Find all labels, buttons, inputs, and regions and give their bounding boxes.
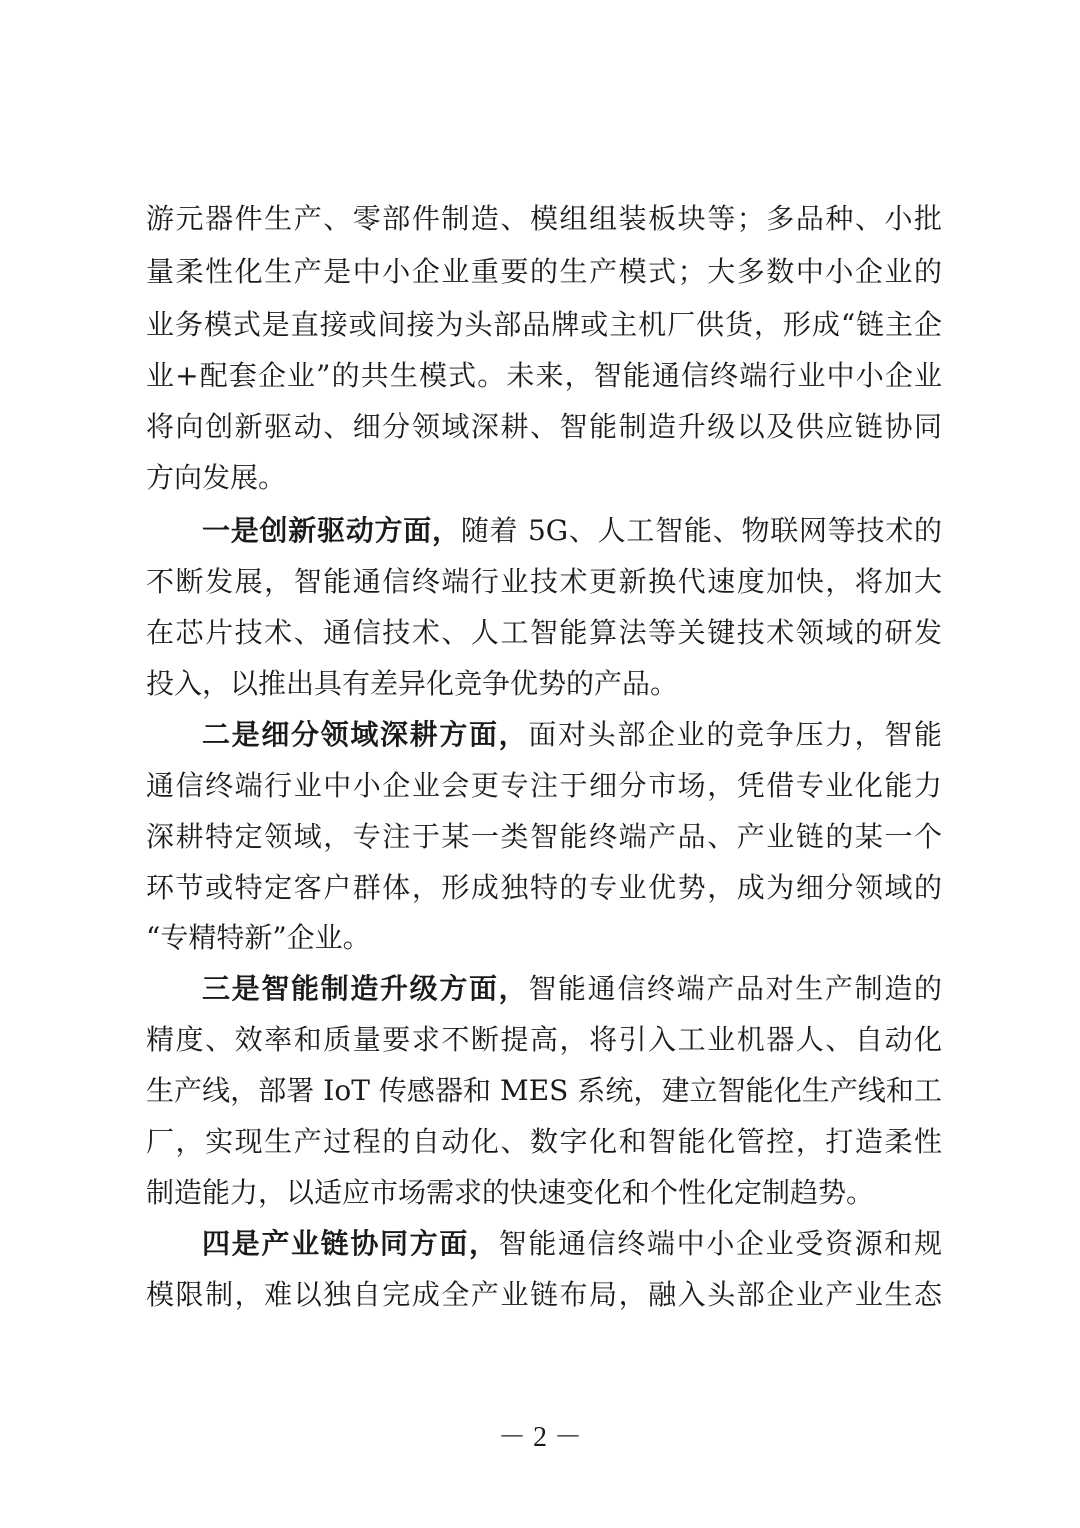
paragraph-1-line-1: 游元器件生产、零部件制造、模组组装板块等；多品种、小批 <box>146 202 942 235</box>
paragraph-4-line-2: 精度、效率和质量要求不断提高，将引入工业机器人、自动化 <box>146 1023 942 1056</box>
paragraph-1-line-6: 方向发展。 <box>146 461 287 494</box>
paragraph-3-line-3: 深耕特定领域，专注于某一类智能终端产品、产业链的某一个 <box>146 820 942 853</box>
paragraph-2-line-3: 在芯片技术、通信技术、人工智能算法等关键技术领域的研发 <box>146 616 942 649</box>
paragraph-2-line-4: 投入，以推出具有差异化竞争优势的产品。 <box>146 667 679 700</box>
paragraph-3-line-1 <box>202 715 942 755</box>
paragraph-5-heading: 四是产业链协同方面， <box>202 1227 499 1260</box>
paragraph-2-line-1-text: 随着 5G、人工智能、物联网等技术的 <box>460 514 942 547</box>
paragraph-3-line-5: “专精特新”企业。 <box>146 921 371 954</box>
paragraph-2-heading: 一是创新驱动方面， <box>202 514 461 547</box>
paragraph-3-line-2: 通信终端行业中小企业会更专注于细分市场，凭借专业化能力 <box>146 769 942 802</box>
paragraph-4-line-5: 制造能力，以适应市场需求的快速变化和个性化定制趋势。 <box>146 1176 875 1209</box>
paragraph-4-line-1 <box>202 969 942 1009</box>
page-number: － 2 － <box>497 1422 582 1453</box>
paragraph-5-line-1-text: 智能通信终端中小企业受资源和规 <box>498 1227 942 1260</box>
paragraph-2-line-1 <box>202 511 942 551</box>
paragraph-5-line-1 <box>202 1224 942 1264</box>
paragraph-2-line-2: 不断发展，智能通信终端行业技术更新换代速度加快，将加大 <box>146 565 942 598</box>
paragraph-3-line-1-text: 面对头部企业的竞争压力，智能 <box>528 718 942 751</box>
paragraph-3-heading: 二是细分领域深耕方面， <box>202 718 529 751</box>
paragraph-1-line-2: 量柔性化生产是中小企业重要的生产模式；大多数中小企业的 <box>146 255 942 288</box>
paragraph-5-line-2: 模限制，难以独自完成全产业链布局，融入头部企业产业生态 <box>146 1278 942 1311</box>
paragraph-1-line-4: 业+配套企业”的共生模式。未来，智能通信终端行业中小企业 <box>146 359 942 392</box>
paragraph-4-line-1-text: 智能通信终端产品对生产制造的 <box>528 972 942 1005</box>
paragraph-4-line-3: 生产线，部署 IoT 传感器和 MES 系统，建立智能化生产线和工 <box>146 1074 942 1107</box>
paragraph-4-line-4: 厂，实现生产过程的自动化、数字化和智能化管控，打造柔性 <box>146 1125 942 1158</box>
paragraph-1-line-5: 将向创新驱动、细分领域深耕、智能制造升级以及供应链协同 <box>146 410 942 443</box>
paragraph-1-line-3: 业务模式是直接或间接为头部品牌或主机厂供货，形成“链主企 <box>146 308 942 341</box>
paragraph-3-line-4: 环节或特定客户群体，形成独特的专业优势，成为细分领域的 <box>146 871 942 904</box>
paragraph-4-heading: 三是智能制造升级方面， <box>202 972 529 1005</box>
